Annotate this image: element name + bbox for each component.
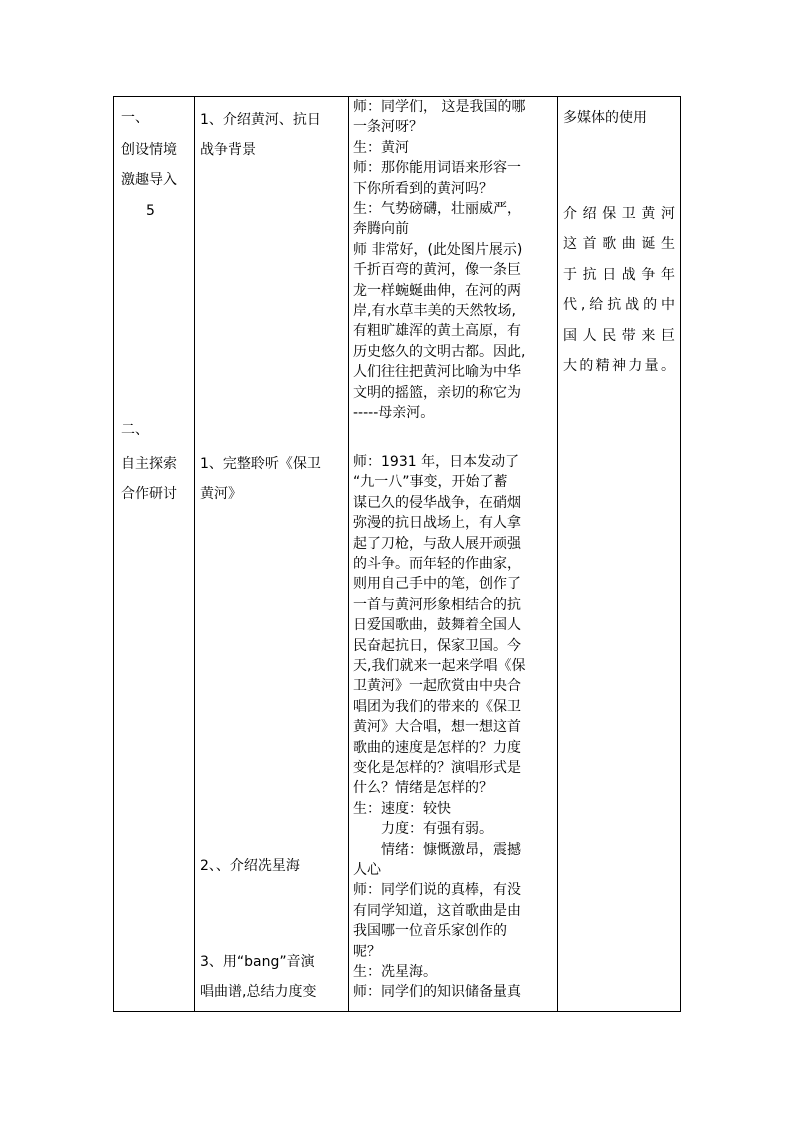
dialogue-line: 生：气势磅礴，壮丽威严， <box>353 201 521 217</box>
dialogue-line: 历史悠久的文明古都。因此, <box>353 343 526 360</box>
dialogue-line: 奔腾向前 <box>353 221 409 238</box>
activity-3-line1: 2、、介绍冼星海 <box>200 858 300 874</box>
activity-1-line1: 1、介绍黄河、抗日 <box>200 112 321 128</box>
intent-line: 大的精神力量。 <box>563 358 675 374</box>
dialogue-line: 人心 <box>353 862 381 878</box>
stage-2-number: 二、 <box>121 422 149 438</box>
lesson-plan-table <box>113 96 681 1012</box>
activity-1-line2: 战争背景 <box>200 142 256 158</box>
dialogue-line: 师：同学们的知识储备量真 <box>353 984 521 1001</box>
stage-2-title-line2: 合作研讨 <box>121 486 177 502</box>
dialogue-line: 则用自己手中的笔，创作了 <box>353 576 521 593</box>
dialogue-line: “九一八”事变，开始了蓄 <box>353 474 508 491</box>
dialogue-line: 什么？情绪是怎样的？ <box>353 780 493 797</box>
dialogue-line: 唱团为我们的带来的《保卫 <box>353 698 521 715</box>
dialogue-line: 师：那你能用词语来形容一 <box>353 160 521 177</box>
dialogue-line: 有同学知道，这首歌曲是由 <box>353 902 521 919</box>
dialogue-line: 生：冼星海。 <box>353 964 437 980</box>
dialogue-line: 师 非常好，(此处图片展示) <box>353 241 523 258</box>
stage-1-title-line2: 激趣导入 <box>121 172 177 188</box>
intent-line: 这首歌曲诞生 <box>563 236 675 253</box>
dialogue-line: 变化是怎样的？演唱形式是 <box>353 760 521 776</box>
intent-line: 代,给抗战的中 <box>563 297 675 314</box>
dialogue-line: 歌曲的速度是怎样的？力度 <box>353 739 521 756</box>
dialogue-line: 情绪：慷慨激昂，震撼 <box>381 841 521 858</box>
intent-media-note: 多媒体的使用 <box>563 110 647 126</box>
dialogue-line: -----母亲河。 <box>353 405 435 421</box>
dialogue-line: 人们往往把黄河比喻为中华 <box>353 364 521 381</box>
dialogue-line: 起了刀枪，与敌人展开顽强 <box>353 535 521 552</box>
dialogue-line: 生：速度：较快 <box>353 800 451 817</box>
activity-column <box>194 97 348 1011</box>
dialogue-line: 下你所看到的黄河吗？ <box>353 180 493 197</box>
dialogue-line: 千折百弯的黄河，像一条巨 <box>353 262 521 279</box>
dialogue-column <box>348 97 557 1011</box>
dialogue-line: 呢？ <box>353 943 381 960</box>
stage-column <box>114 97 194 1011</box>
dialogue-line: 弥漫的抗日战场上，有人拿 <box>353 515 521 532</box>
dialogue-line: 生：黄河 <box>353 139 409 156</box>
dialogue-line: 岸,有水草丰美的天然牧场, <box>353 303 516 319</box>
stage-1-title-line1: 创设情境 <box>121 142 177 158</box>
dialogue-line: 卫黄河》一起欣赏由中央合 <box>353 678 521 695</box>
dialogue-line: 谋已久的侵华战争，在硝烟 <box>353 494 521 511</box>
stage-1-number: 一、 <box>121 110 149 126</box>
intent-line: 介绍保卫黄河 <box>563 206 675 222</box>
dialogue-line: 师：同学们说的真棒，有没 <box>353 882 521 899</box>
dialogue-line: 一条河呀？ <box>353 119 423 136</box>
dialogue-line: 师：1931 年，日本发动了 <box>353 454 520 470</box>
activity-2-line2: 黄河》 <box>200 486 242 502</box>
dialogue-line: 有粗旷雄浑的黄土高原，有 <box>353 323 521 340</box>
stage-2-title-line1: 自主探索 <box>121 456 177 472</box>
dialogue-line: 日爱国歌曲，鼓舞着全国人 <box>353 617 521 634</box>
activity-2-line1: 1、完整聆听《保卫 <box>200 456 321 472</box>
intent-line: 国人民带来巨 <box>563 327 675 344</box>
intent-line: 于抗日战争年 <box>563 266 675 283</box>
dialogue-line: 民奋起抗日，保家卫国。今 <box>353 637 521 654</box>
dialogue-line: 天,我们就来一起来学唱《保 <box>353 658 526 674</box>
dialogue-line: 龙一样蜿蜒曲伸，在河的两 <box>353 282 521 299</box>
activity-4-line1: 3、用“bang”音演 <box>200 954 315 970</box>
dialogue-line: 一首与黄河形象相结合的抗 <box>353 596 521 613</box>
dialogue-line: 黄河》大合唱，想一想这首 <box>353 719 521 736</box>
activity-4-line2: 唱曲谱,总结力度变 <box>200 984 317 1000</box>
dialogue-line: 的斗争。而年轻的作曲家， <box>353 556 521 572</box>
dialogue-line: 我国哪一位音乐家创作的 <box>353 923 507 940</box>
dialogue-line: 力度：有强有弱。 <box>381 821 493 838</box>
dialogue-line: 文明的摇篮，亲切的称它为 <box>353 384 521 401</box>
dialogue-line: 师：同学们， 这是我国的哪 <box>353 99 526 115</box>
stage-1-duration: 5 <box>146 203 155 219</box>
intent-column <box>557 97 681 1011</box>
